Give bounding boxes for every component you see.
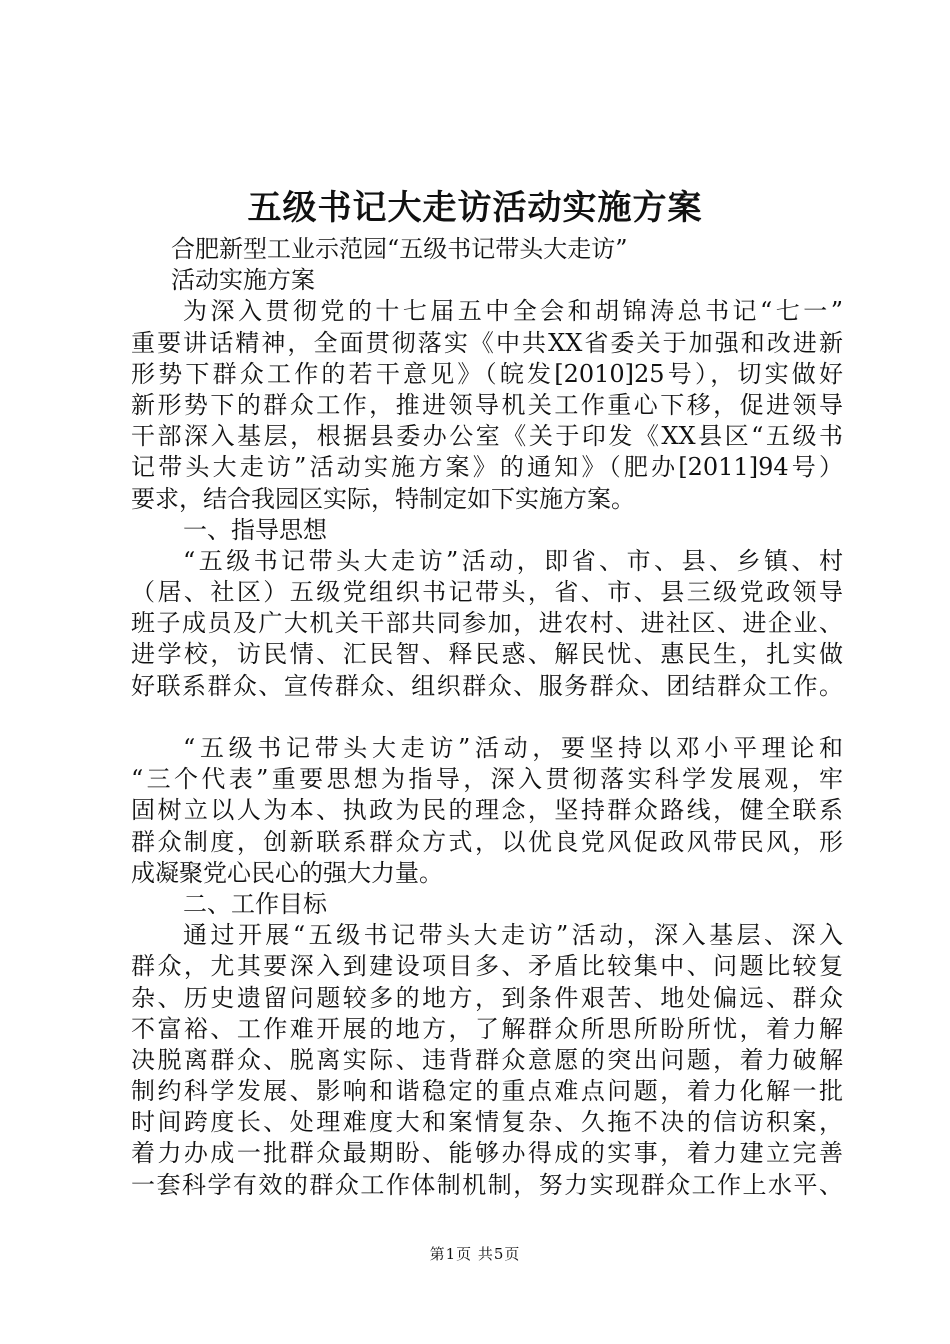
paragraph-line: 着力办成一批群众最期盼、能够办得成的实事，着力建立完善 <box>131 1139 843 1168</box>
paragraph-line: 记带头大走访”活动实施方案》的通知》（肥办[2011]94号） <box>131 453 843 482</box>
section-heading: 一、指导思想 <box>183 515 327 544</box>
paragraph-line: 杂、历史遗留问题较多的地方，到条件艰苦、地处偏远、群众 <box>131 983 843 1012</box>
paragraph-line: （居、社区）五级党组织书记带头，省、市、县三级党政领导 <box>131 578 843 607</box>
subtitle-line: 活动实施方案 <box>171 266 315 295</box>
paragraph-line: 重要讲话精神，全面贯彻落实《中共XX省委关于加强和改进新 <box>131 328 843 357</box>
paragraph-line: 好联系群众、宣传群众、组织群众、服务群众、团结群众工作。 <box>131 671 843 700</box>
paragraph-line: 群众制度，创新联系群众方式，以优良党风促政风带民风，形 <box>131 827 843 856</box>
paragraph-line: 进学校，访民情、汇民智、释民惑、解民忧、惠民生，扎实做 <box>131 640 843 669</box>
paragraph-line: 群众，尤其要深入到建设项目多、矛盾比较集中、问题比较复 <box>131 952 843 981</box>
paragraph-line: 新形势下的群众工作，推进领导机关工作重心下移，促进领导 <box>131 390 843 419</box>
paragraph-line: “五级书记带头大走访”活动，即省、市、县、乡镇、村 <box>183 546 843 575</box>
paragraph-line: 干部深入基层，根据县委办公室《关于印发《XX县区“五级书 <box>131 422 843 451</box>
paragraph-line: 形势下群众工作的若干意见》（皖发[2010]25号），切实做好 <box>131 359 843 388</box>
paragraph-line: “五级书记带头大走访”活动，要坚持以邓小平理论和 <box>183 734 843 762</box>
paragraph-line: 要求，结合我园区实际，特制定如下实施方案。 <box>131 484 635 513</box>
document-body <box>131 234 843 1201</box>
paragraph-line: 制约科学发展、影响和谐稳定的重点难点问题，着力化解一批 <box>131 1077 843 1106</box>
paragraph-line: 一套科学有效的群众工作体制机制，努力实现群众工作上水平、 <box>131 1170 843 1199</box>
paragraph-line: 成凝聚党心民心的强大力量。 <box>131 858 443 887</box>
paragraph-line: 班子成员及广大机关干部共同参加，进农村、进社区、进企业、 <box>131 609 843 638</box>
paragraph-line: 通过开展“五级书记带头大走访”活动，深入基层、深入 <box>183 921 843 950</box>
paragraph-line: 时间跨度长、处理难度大和案情复杂、久拖不决的信访积案， <box>131 1108 843 1137</box>
document-title: 五级书记大走访活动实施方案 <box>247 188 703 228</box>
section-heading: 二、工作目标 <box>183 889 327 918</box>
paragraph-line: “三个代表”重要思想为指导，深入贯彻落实科学发展观，牢 <box>131 765 843 794</box>
subtitle-line: 合肥新型工业示范园“五级书记带头大走访” <box>171 235 628 263</box>
page-footer: 第1页 共5页 <box>429 1245 521 1263</box>
paragraph-line: 为深入贯彻党的十七届五中全会和胡锦涛总书记“七一” <box>183 297 843 326</box>
blank-line <box>131 702 843 733</box>
paragraph-line: 不富裕、工作难开展的地方，了解群众所思所盼所忧，着力解 <box>131 1014 843 1043</box>
paragraph-line: 决脱离群众、脱离实际、违背群众意愿的突出问题，着力破解 <box>131 1045 843 1074</box>
paragraph-line: 固树立以人为本、执政为民的理念，坚持群众路线，健全联系 <box>131 796 843 825</box>
